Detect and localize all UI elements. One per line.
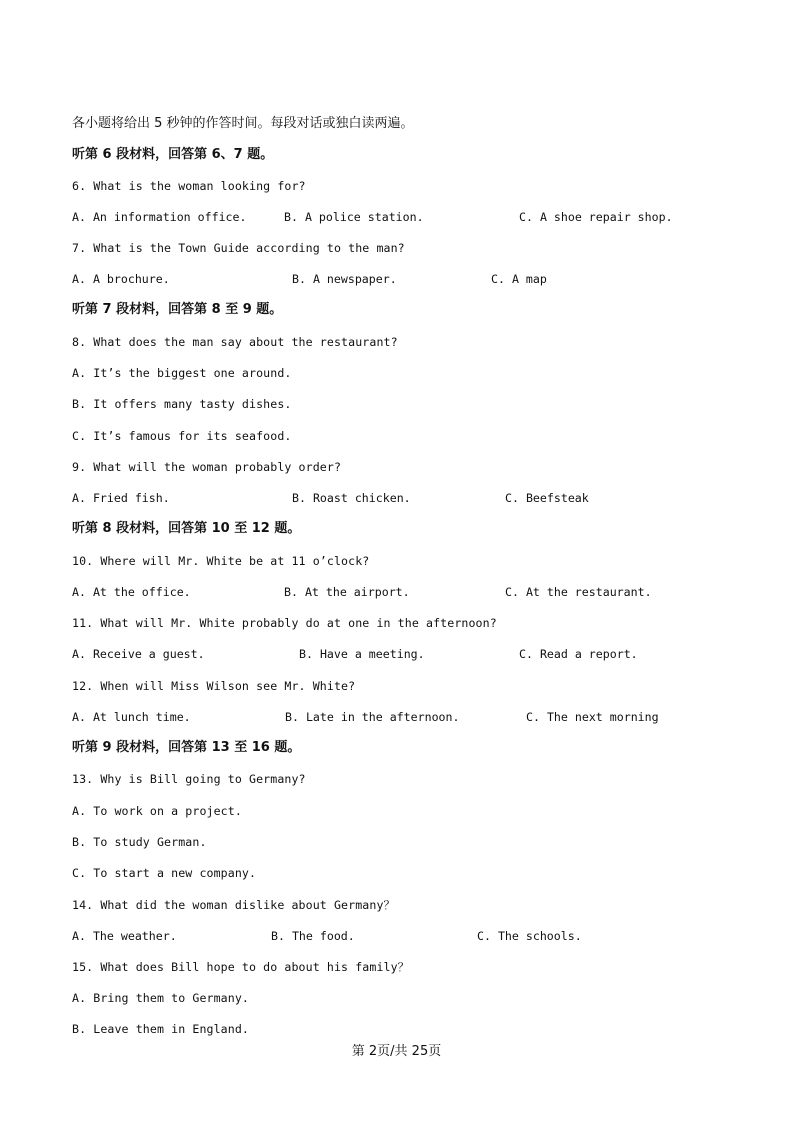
- question-text: 12. When will Miss Wilson see Mr. White?: [72, 679, 356, 693]
- option: B. A newspaper.: [292, 272, 397, 286]
- option: C. At the restaurant.: [505, 585, 652, 599]
- option: C. It’s famous for its seafood.: [72, 429, 292, 443]
- question-text: 14. What did the woman dislike about Germany？: [72, 898, 396, 912]
- option-row: [72, 271, 753, 287]
- option: C. A shoe repair shop.: [519, 210, 673, 224]
- option: C. The schools.: [477, 929, 582, 943]
- option: C. A map: [491, 272, 547, 286]
- option: C. Read a report.: [519, 647, 638, 661]
- option: A. It’s the biggest one around.: [72, 366, 292, 380]
- option-row: [72, 709, 753, 725]
- option: A. To work on a project.: [72, 804, 242, 818]
- question-text: 7. What is the Town Guide according to the man?: [72, 241, 405, 255]
- option-row: [72, 646, 753, 662]
- section-header: 听第 7 段材料，回答第 8 至 9 题。: [72, 302, 283, 317]
- question-text: 9. What will the woman probably order?: [72, 460, 342, 474]
- option-row: [72, 928, 753, 944]
- option-row: [72, 584, 753, 600]
- question-text: 13. Why is Bill going to Germany?: [72, 772, 306, 786]
- page-footer: 第 2页/共 25页: [351, 1044, 442, 1059]
- instructions-intro: 各小题将给出 5 秒钟的作答时间。每段对话或独白读两遍。: [72, 116, 414, 131]
- section-header: 听第 8 段材料，回答第 10 至 12 题。: [72, 521, 301, 536]
- option: B. Have a meeting.: [299, 647, 425, 661]
- option: B. Late in the afternoon.: [285, 710, 460, 724]
- question-text: 10. Where will Mr. White be at 11 o’clock?: [72, 554, 370, 568]
- option-row: [72, 209, 753, 225]
- option: C. Beefsteak: [505, 491, 589, 505]
- option: A. At the office.: [72, 585, 191, 599]
- option: B. The food.: [271, 929, 355, 943]
- option: B. Roast chicken.: [292, 491, 411, 505]
- option: A. The weather.: [72, 929, 177, 943]
- option: B. Leave them in England.: [72, 1022, 250, 1036]
- option: A. At lunch time.: [72, 710, 191, 724]
- question-text: 6. What is the woman looking for?: [72, 179, 306, 193]
- section-header: 听第 9 段材料，回答第 13 至 16 题。: [72, 740, 301, 755]
- option: C. To start a new company.: [72, 866, 257, 880]
- option: A. Bring them to Germany.: [72, 991, 250, 1005]
- question-text: 11. What will Mr. White probably do at one in the afternoon?: [72, 616, 497, 630]
- option: A. An information office.: [72, 210, 247, 224]
- option: B. At the airport.: [284, 585, 410, 599]
- option: A. Receive a guest.: [72, 647, 205, 661]
- option: C. The next morning: [526, 710, 659, 724]
- question-text: 15. What does Bill hope to do about his family？: [72, 960, 410, 974]
- option: B. To study German.: [72, 835, 207, 849]
- option: B. It offers many tasty dishes.: [72, 397, 292, 411]
- option-row: [72, 490, 753, 506]
- section-header: 听第 6 段材料，回答第 6、7 题。: [72, 147, 274, 162]
- question-text: 8. What does the man say about the restaurant?: [72, 335, 398, 349]
- option: B. A police station.: [284, 210, 424, 224]
- option: A. A brochure.: [72, 272, 170, 286]
- option: A. Fried fish.: [72, 491, 170, 505]
